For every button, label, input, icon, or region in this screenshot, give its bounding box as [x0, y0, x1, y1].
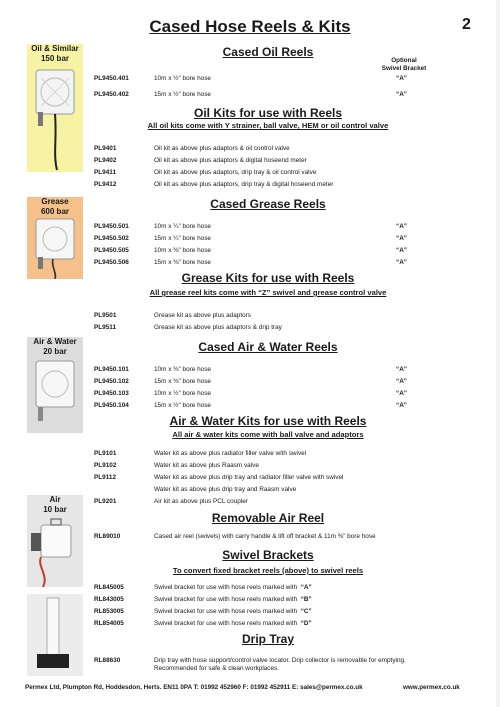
table-row	[94, 584, 424, 594]
product-code: PL9412	[94, 181, 117, 188]
table-row	[94, 366, 424, 376]
swivel-bracket-mark: “A”	[396, 402, 408, 409]
section-title-oil-kits: Oil Kits for use with Reels	[193, 106, 343, 120]
swivel-bracket-mark: “A”	[396, 235, 408, 242]
product-code: RL843005	[94, 596, 124, 603]
table-row	[94, 462, 424, 472]
product-code: PL9401	[94, 145, 117, 152]
page-number: 2	[462, 16, 471, 33]
swivel-bracket-mark: “A”	[396, 378, 408, 385]
section-title-grease-kits: Grease Kits for use with Reels	[181, 271, 355, 285]
product-code: PL9511	[94, 324, 117, 331]
swivel-bracket-mark: “C”	[300, 608, 312, 615]
product-description: Water kit as above plus Raasm valve	[154, 462, 259, 469]
product-description: Water kit as above plus radiator filler valve with swivel	[154, 450, 307, 457]
product-description: Oil kit as above plus adaptors & oil control valve	[154, 145, 290, 152]
section-subtitle-swivel-brackets: To convert fixed bracket reels (above) to swivel reels	[172, 566, 364, 575]
section-title-air-water-kits: Air & Water Kits for use with Reels	[169, 414, 367, 428]
product-description: Drip tray with hose support/control valve locator. Drip collector is removable for emptying. Recommended for safe & clean workplaces.	[154, 657, 406, 672]
product-code: RL845005	[94, 584, 124, 591]
product-description: Grease kit as above plus adaptors & drip tray	[154, 324, 282, 331]
product-description: Swivel bracket for use with hose reels marked with “B”	[154, 596, 312, 603]
table-row	[94, 390, 424, 400]
product-description: Swivel bracket for use with hose reels marked with “A”	[154, 584, 312, 591]
product-code: PL9411	[94, 169, 117, 176]
product-code: PL9101	[94, 450, 117, 457]
section-title-removable-air-reel: Removable Air Reel	[211, 511, 325, 525]
product-description: 10m x ¼" bore hose	[154, 223, 211, 230]
product-label-air: Air 10 bar	[43, 495, 67, 514]
product-description: 10m x ½" bore hose	[154, 390, 211, 397]
swivel-bracket-mark: “D”	[300, 620, 312, 627]
product-panel-drip-tray	[27, 594, 83, 676]
swivel-bracket-mark: “A”	[396, 247, 408, 254]
product-code: PL9450.402	[94, 91, 129, 98]
table-row	[94, 596, 424, 606]
table-row	[94, 474, 424, 484]
table-row	[94, 533, 424, 543]
product-description: Air kit as above plus PCL coupler	[154, 498, 248, 505]
product-code: PL9450.501	[94, 223, 129, 230]
product-code: PL9402	[94, 157, 117, 164]
product-panel-grease	[27, 197, 83, 279]
swivel-bracket-mark: “A”	[396, 366, 408, 373]
product-description: 15m x ⅜" bore hose	[154, 378, 211, 385]
table-row	[94, 145, 424, 155]
product-code: PL9501	[94, 312, 117, 319]
section-title-drip-tray: Drip Tray	[241, 632, 295, 646]
table-row	[94, 498, 424, 508]
product-description: 15m x ½" bore hose	[154, 402, 211, 409]
product-code: RL853005	[94, 608, 124, 615]
table-row	[94, 75, 424, 85]
product-code: RL89010	[94, 533, 121, 540]
footer-contact: Permex Ltd, Plumpton Rd, Hoddesdon, Herts. EN11 0PA T: 01992 452960 F: 01992 452911 E: sales@permex.co.uk	[25, 684, 363, 691]
table-row	[94, 247, 424, 257]
product-description: 10m x ⅜" bore hose	[154, 366, 211, 373]
product-description: Cased air reel (swivels) with carry handle & lift off bracket & 11m ⅜" bore hose	[154, 533, 376, 540]
table-row	[94, 620, 424, 630]
product-code: PL9450.506	[94, 259, 129, 266]
product-label-oil: Oil & Similar 150 bar	[31, 44, 79, 63]
product-code: PL9450.505	[94, 247, 129, 254]
page-title: Cased Hose Reels & Kits	[149, 17, 351, 36]
product-description: Water kit as above plus drip tray and radiator filler valve with swivel	[154, 474, 344, 481]
product-code: PL9450.104	[94, 402, 129, 409]
product-code: PL9450.401	[94, 75, 129, 82]
product-description: 10m x ⅜" bore hose	[154, 247, 211, 254]
product-panel-air	[27, 495, 83, 587]
table-row	[94, 169, 424, 179]
product-label-air-water: Air & Water 20 bar	[33, 337, 77, 356]
product-code: RL854005	[94, 620, 124, 627]
table-row	[94, 223, 424, 233]
product-description: Swivel bracket for use with hose reels marked with “D”	[154, 620, 312, 627]
section-title-cased-oil-reels: Cased Oil Reels	[222, 45, 314, 59]
section-title-cased-grease-reels: Cased Grease Reels	[210, 197, 326, 211]
product-description: 15m x ⅜" bore hose	[154, 259, 211, 266]
section-subtitle-grease-kits: All grease reel kits come with “Z” swivel and grease control valve	[149, 288, 387, 297]
product-code: RL88630	[94, 657, 121, 664]
product-description: Oil kit as above plus adaptors & digital hoseend meter	[154, 157, 307, 164]
product-description: Grease kit as above plus adaptors	[154, 312, 251, 319]
product-label-grease: Grease 600 bar	[40, 197, 70, 216]
table-row	[94, 450, 424, 460]
table-row	[94, 259, 424, 269]
table-row	[94, 181, 424, 191]
product-description: 10m x ½" bore hose	[154, 75, 211, 82]
swivel-bracket-mark: “A”	[396, 223, 408, 230]
table-row	[94, 378, 424, 388]
table-row	[94, 91, 424, 101]
table-row	[94, 235, 424, 245]
optional-swivel-header: Optional Swivel Bracket	[381, 57, 427, 72]
product-code: PL9450.502	[94, 235, 129, 242]
swivel-bracket-mark: “A”	[396, 390, 408, 397]
product-description: Water kit as above plus drip tray and Raasm valve	[154, 486, 297, 493]
table-row	[94, 324, 424, 334]
product-code: PL9112	[94, 474, 117, 481]
product-code: PL9450.102	[94, 378, 129, 385]
footer	[25, 684, 475, 691]
product-description: Swivel bracket for use with hose reels marked with “C”	[154, 608, 312, 615]
page-edge	[496, 0, 500, 707]
table-row	[94, 486, 424, 496]
product-panel-oil	[27, 44, 83, 172]
product-code: PL9450.103	[94, 390, 129, 397]
product-code: PL9201	[94, 498, 117, 505]
section-subtitle-oil-kits: All oil kits come with Y strainer, ball valve, HEM or oil control valve	[147, 121, 389, 130]
product-description: Oil kit as above plus adaptors, drip tray & oil control valve	[154, 169, 317, 176]
section-title-swivel-brackets: Swivel Brackets	[222, 548, 314, 562]
table-row	[94, 657, 424, 677]
table-row	[94, 402, 424, 412]
footer-website-link[interactable]: www.permex.co.uk	[403, 684, 460, 691]
product-description: 15m x ½" bore hose	[154, 91, 211, 98]
table-row	[94, 608, 424, 618]
section-title-cased-air-water-reels: Cased Air & Water Reels	[198, 340, 338, 354]
product-description: Oil kit as above plus adaptors, drip tray & digital hoseend meter	[154, 181, 334, 188]
swivel-bracket-mark: “A”	[396, 75, 408, 82]
drip-tray-image	[27, 594, 83, 676]
swivel-bracket-mark: “B”	[300, 596, 312, 603]
swivel-bracket-mark: “A”	[300, 584, 312, 591]
swivel-bracket-mark: “A”	[396, 91, 408, 98]
table-row	[94, 312, 424, 322]
product-code: PL9450.101	[94, 366, 129, 373]
product-code: PL9102	[94, 462, 117, 469]
swivel-bracket-mark: “A”	[396, 259, 408, 266]
product-description: 15m x ¼" bore hose	[154, 235, 211, 242]
table-row	[94, 157, 424, 167]
section-subtitle-air-water-kits: All air & water kits come with ball valve and adaptors	[172, 430, 364, 439]
product-panel-air-water	[27, 337, 83, 433]
